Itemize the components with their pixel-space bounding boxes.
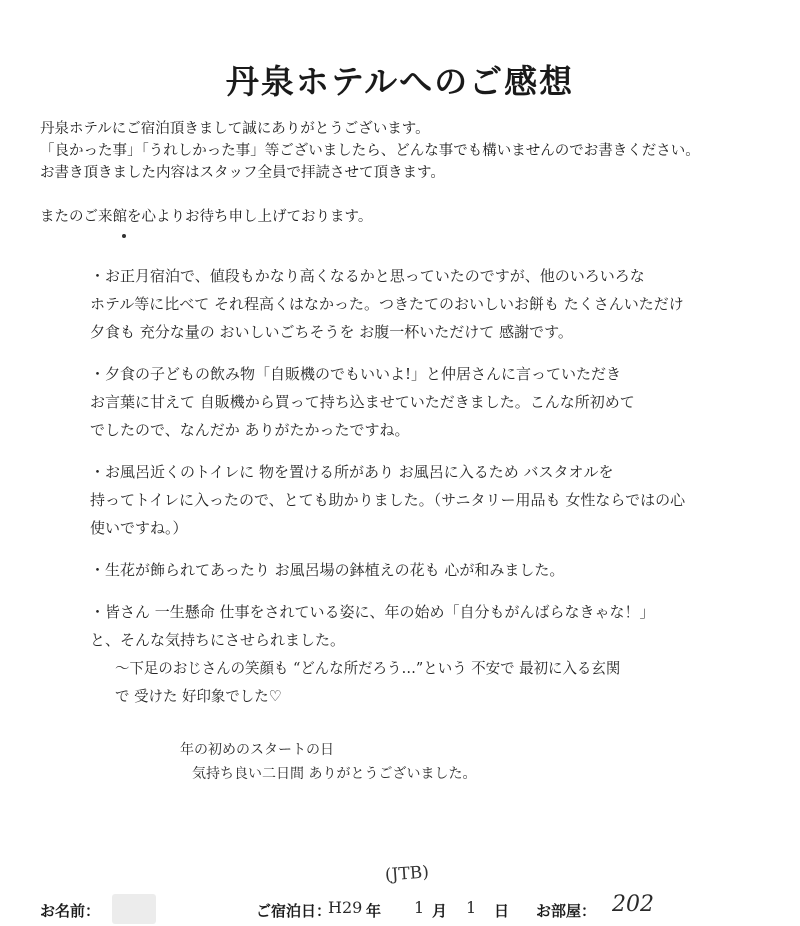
intro-line: お書き頂きました内容はスタッフ全員で拝読させて頂きます。 bbox=[40, 165, 445, 181]
comment-line: でしたので、なんだか ありがたかったですね。 bbox=[90, 421, 410, 439]
comment-line: ～下足のおじさんの笑顔も “どんな所だろう…”という 不安で 最初に入る玄関 bbox=[115, 659, 621, 677]
intro-line: 「良かった事」「うれしかった事」等ございましたら、どんな事でも構いませんのでお書きください。 bbox=[40, 143, 700, 159]
name-label: お名前： bbox=[40, 902, 101, 920]
comment-paragraph bbox=[90, 360, 790, 444]
comment-line: 持ってトイレに入ったので、とても助かりました。（サニタリー用品も 女性ならではの心 bbox=[90, 491, 686, 509]
year-label: 年 bbox=[366, 902, 382, 920]
comment-line: ・生花が飾られてあったり お風呂場の鉢植えの花も 心が和みました。 bbox=[90, 561, 565, 579]
page-title: 丹泉ホテルへのご感想 bbox=[225, 62, 575, 101]
intro-text bbox=[40, 118, 780, 228]
day-label: 日 bbox=[494, 902, 510, 920]
comment-line: 夕食も 充分な量の おいしいごちそうを お腹一杯いただけて 感謝です。 bbox=[90, 323, 573, 341]
comment-paragraph bbox=[90, 458, 790, 542]
comment-line: で 受けた 好印象でした♡ bbox=[115, 687, 282, 705]
form-footer bbox=[0, 890, 800, 926]
comment-line: ・夕食の子どもの飲み物「自販機のでもいいよ!」と仲居さんに言っていただき bbox=[90, 365, 622, 383]
comment-paragraph bbox=[90, 598, 790, 710]
stay-year-value: H29 bbox=[328, 898, 363, 917]
jtb-note: (JTB) bbox=[384, 862, 430, 886]
comment-paragraph bbox=[90, 556, 790, 584]
comment-line: ・お正月宿泊で、値段もかなり高くなるかと思っていたのですが、他のいろいろな bbox=[90, 267, 645, 285]
stray-pen-mark bbox=[122, 234, 126, 238]
stay-day-value: 1 bbox=[466, 898, 477, 917]
comment-line: 使いですね。） bbox=[90, 519, 188, 537]
closing-line: 気持ち良い二日間 ありがとうございました。 bbox=[192, 766, 477, 782]
room-number-value: 202 bbox=[612, 892, 654, 917]
comment-line: ・お風呂近くのトイレに 物を置ける所があり お風呂に入るため バスタオルを bbox=[90, 463, 614, 481]
comment-paragraph bbox=[90, 262, 790, 346]
closing-line: 年の初めのスタートの日 bbox=[180, 742, 334, 758]
stay-date-label: ご宿泊日： bbox=[256, 902, 332, 920]
comment-line: ・皆さん 一生懸命 仕事をされている姿に、年の始め「自分もがんばらなきゃな！」 bbox=[90, 603, 655, 621]
intro-line: またのご来館を心よりお待ち申し上げております。 bbox=[40, 209, 373, 225]
closing-note bbox=[180, 738, 476, 786]
stay-month-value: 1 bbox=[414, 898, 425, 917]
comment-line: ホテル等に比べて それ程高くはなかった。つきたてのおいしいお餅も たくさんいただけ bbox=[90, 295, 684, 313]
comment-line: お言葉に甘えて 自販機から買って持ち込ませていただきました。こんな所初めて bbox=[90, 393, 635, 411]
handwritten-comments bbox=[90, 262, 790, 724]
intro-line: 丹泉ホテルにご宿泊頂きまして誠にありがとうございます。 bbox=[40, 121, 430, 137]
room-label: お部屋： bbox=[536, 902, 597, 920]
month-label: 月 bbox=[432, 902, 448, 920]
name-field-redacted bbox=[112, 894, 156, 924]
comment-line: と、そんな気持ちにさせられました。 bbox=[90, 631, 346, 649]
